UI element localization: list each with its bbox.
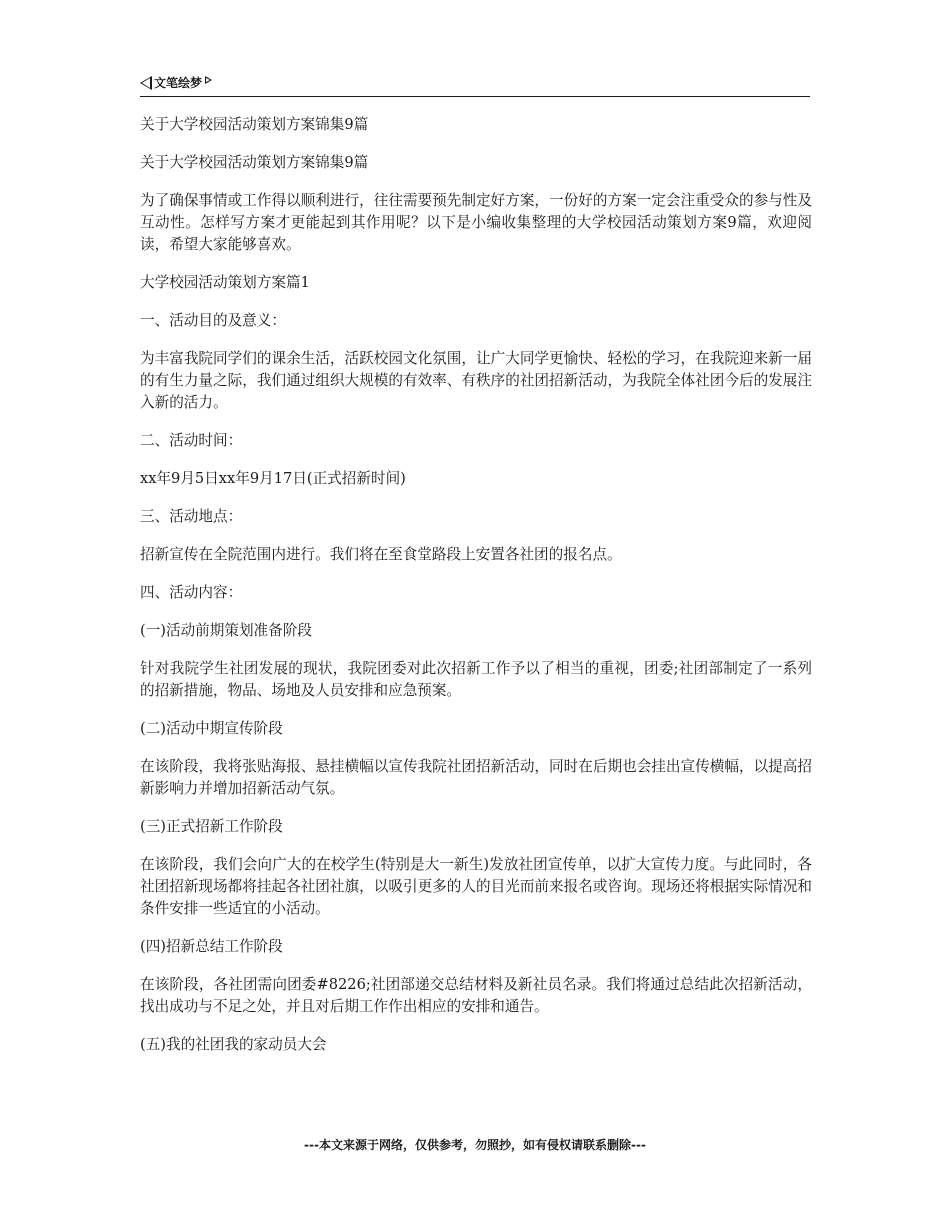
triangle-left-icon — [140, 76, 152, 90]
subheading: (四)招新总结工作阶段 — [140, 938, 283, 955]
heading-content: 四、活动内容： — [140, 584, 243, 601]
paragraph: 招新宣传在全院范围内进行。我们将在至食堂路段上安置各社团的报名点。 — [140, 546, 622, 563]
page-header — [140, 72, 810, 97]
subheading: (二)活动中期宣传阶段 — [140, 720, 283, 737]
paragraph: 在该阶段，我将张贴海报、悬挂横幅以宣传我院社团招新活动，同时在后期也会挂出宣传横幅，以提高招新影响力并增加招新活动气氛。 — [140, 758, 812, 797]
brand-logo — [140, 74, 212, 91]
paragraph: 在该阶段，我们会向广大的在校学生(特别是大一新生)发放社团宣传单，以扩大宣传力度。与此同时，各社团招新现场都将挂起各社团社旗，以吸引更多的人的目光而前来报名或咨询。现场还将根据实际情况和条件安排一些适宜的小活动。 — [140, 856, 812, 917]
document-title: 关于大学校园活动策划方案锦集9篇 — [140, 116, 369, 133]
document-body — [140, 114, 812, 1072]
intro-paragraph: 为了确保事情或工作得以顺利进行，往往需要预先制定好方案，一份好的方案一定会注重受众的参与性及互动性。怎样写方案才更能起到其作用呢？以下是小编收集整理的大学校园活动策划方案9篇，欢迎阅读，希望大家能够喜欢。 — [140, 192, 812, 253]
subheading: (五)我的社团我的家动员大会 — [140, 1036, 327, 1053]
section-heading: 大学校园活动策划方案篇1 — [140, 274, 310, 291]
heading-location: 三、活动地点： — [140, 508, 243, 525]
heading-time: 二、活动时间： — [140, 432, 243, 449]
heading-purpose: 一、活动目的及意义： — [140, 312, 286, 329]
paragraph: xx年9月5日xx年9月17日(正式招新时间) — [140, 470, 406, 487]
page-footer: ---本文来源于网络，仅供参考，勿照抄，如有侵权请联系删除--- — [304, 1138, 646, 1152]
subheading: (一)活动前期策划准备阶段 — [140, 622, 312, 639]
subheading: (三)正式招新工作阶段 — [140, 818, 283, 835]
triangle-right-icon — [205, 76, 212, 84]
brand-name: 文笔绘梦 — [154, 76, 203, 90]
document-subtitle: 关于大学校园活动策划方案锦集9篇 — [140, 154, 369, 171]
paragraph: 在该阶段，各社团需向团委#8226;社团部递交总结材料及新社员名录。我们将通过总结此次招新活动，找出成功与不足之处，并且对后期工作作出相应的安排和通告。 — [140, 976, 812, 1015]
paragraph: 为丰富我院同学们的课余生活，活跃校园文化氛围，让广大同学更愉快、轻松的学习，在我院迎来新一届的有生力量之际，我们通过组织大规模的有效率、有秩序的社团招新活动，为我院全体社团今后的发展注入新的活力。 — [140, 350, 812, 411]
paragraph: 针对我院学生社团发展的现状，我院团委对此次招新工作予以了相当的重视，团委;社团部制定了一系列的招新措施，物品、场地及人员安排和应急预案。 — [140, 660, 812, 699]
